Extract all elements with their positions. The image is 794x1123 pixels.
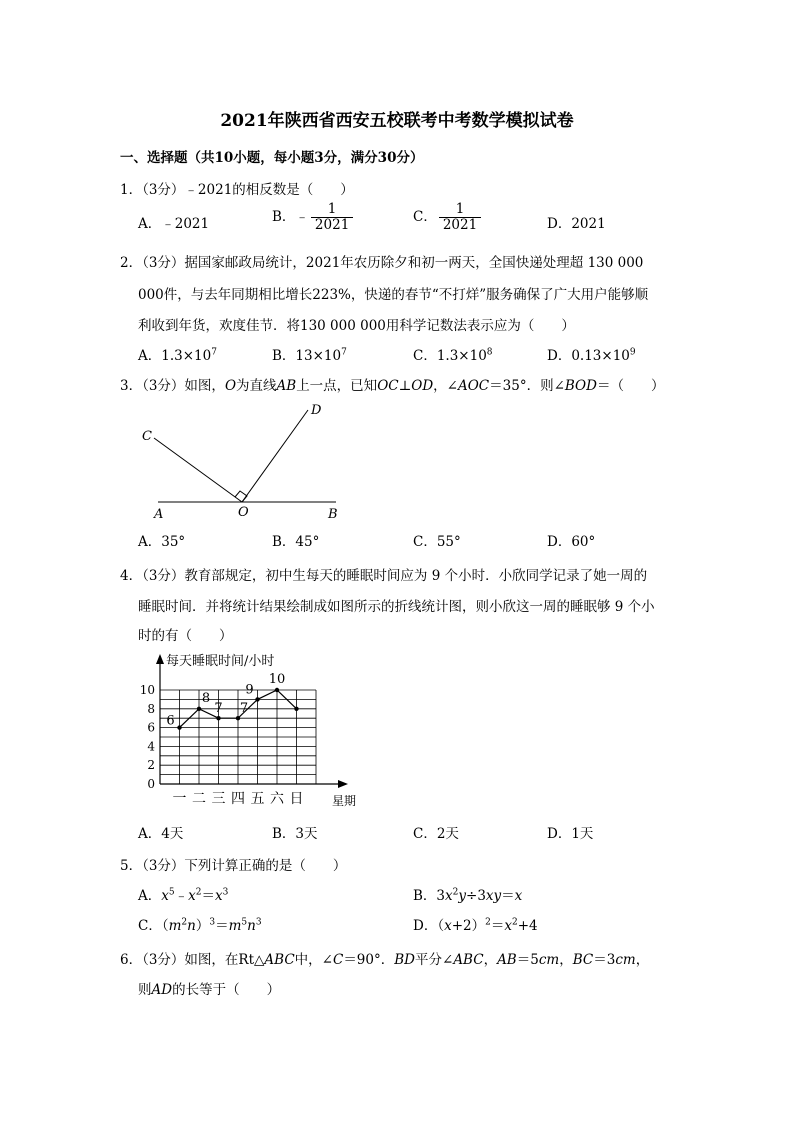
q1-option-b: B．﹣ $\frac{1}{2021}$ (272, 202, 353, 233)
q4-option-c: C．2天 (413, 826, 459, 842)
q3-option-c: C．55° (413, 534, 461, 550)
q2-option-b: B．$13\times 10^7$ (272, 347, 347, 364)
x-tick-label: 五 (250, 791, 265, 807)
q4-line-1: 4．（3分）教育部规定，初中生每天的睡眠时间应为 9 个小时．小欣同学记录了她一周的 (120, 568, 648, 584)
q6-line-2: 则AD的长等于（ ） (138, 982, 281, 998)
y-axis-title: 每天睡眠时间/小时 (166, 654, 275, 669)
q1-option-a: A．﹣2021 (138, 216, 210, 232)
q3-stem: 3．（3分）如图，O为直线AB上一点，已知OC⊥OD，∠AOC＝35°．则∠BOD＝（ ） (120, 378, 665, 394)
label-b: B (328, 507, 338, 522)
page-title: 2021年陕西省西安五校联考中考数学模拟试卷 (220, 111, 574, 131)
y-tick-label: 4 (147, 739, 155, 754)
q6-line-1: 6．（3分）如图，在Rt△ABC中，∠C＝90°．BD平分∠ABC，AB＝5cm，BC＝3cm， (120, 952, 650, 968)
data-label: 8 (201, 690, 211, 706)
data-point (236, 716, 240, 720)
x-tick-label: 一 (172, 791, 187, 807)
q1-c-fraction: $\frac{1}{2021}$ (439, 202, 481, 233)
q1-b-fraction: $\frac{1}{2021}$ (311, 202, 353, 233)
q5-option-c: C．$(m^2n)^3=m^5n^3$ (138, 917, 262, 934)
q2-line-2: 000件，与去年同期相比增长223%，快递的春节“不打烊”服务确保了广大用户能够顺 (138, 287, 649, 303)
q1-option-d: D．2021 (547, 216, 606, 232)
y-tick-label: 2 (147, 758, 155, 773)
data-point (216, 716, 220, 720)
data-point (197, 707, 201, 711)
x-tick-label: 四 (231, 791, 245, 807)
q3-geometry-figure (130, 396, 360, 526)
y-axis-arrow (156, 654, 164, 664)
right-angle-mark (235, 491, 247, 502)
data-point (255, 697, 259, 701)
x-tick-label: 二 (192, 791, 206, 807)
q3-option-b: B．45° (272, 534, 320, 550)
ray-oc (154, 438, 242, 502)
q2-line-1: 2．（3分）据国家邮政局统计，2021年农历除夕和初一两天，全国快递处理超 130 000 (120, 255, 644, 271)
q2-option-d: D．$0.13\times 10^9$ (547, 347, 636, 364)
data-point (294, 707, 298, 711)
y-tick-label: 8 (147, 701, 155, 716)
label-o: O (238, 505, 249, 520)
data-point (177, 725, 181, 729)
section-heading: 一、选择题（共10小题，每小题3分，满分30分） (120, 150, 424, 166)
label-c: C (142, 429, 152, 444)
q5-stem: 5．（3分）下列计算正确的是（ ） (120, 858, 347, 874)
y-tick-label: 0 (147, 777, 155, 791)
sleep-line-chart (130, 646, 360, 812)
q2-option-a: A．$1.3\times 10^7$ (138, 347, 217, 364)
q1-option-c: C． $\frac{1}{2021}$ (413, 202, 481, 233)
q5-option-b: B．$3x^2y\div 3xy=x$ (413, 887, 523, 904)
q4-option-a: A．4天 (138, 826, 184, 842)
q4-option-d: D．1天 (547, 826, 594, 842)
y-tick-label: 10 (139, 683, 155, 697)
q2-option-c: C．$1.3\times 10^8$ (413, 347, 493, 364)
q4-option-b: B．3天 (272, 826, 318, 842)
q1-stem: 1．（3分）﹣2021的相反数是（ ） (120, 182, 354, 198)
data-label: 7 (214, 701, 223, 717)
q5-option-d: D．$(x+2)^2=x^2+4$ (413, 917, 538, 934)
x-axis-arrow (338, 780, 348, 788)
data-label: 10 (268, 672, 286, 687)
q2-line-3: 利收到年货，欢度佳节．将130 000 000用科学记数法表示应为（ ） (138, 318, 575, 334)
data-point (275, 688, 279, 692)
data-label: 9 (245, 682, 254, 698)
q5-option-a: A．$x^5﹣x^2=x^3$ (138, 887, 229, 904)
q4-line-2: 睡眠时间．并将统计结果绘制成如图所示的折线统计图，则小欣这一周的睡眠够 9 个小 (138, 599, 655, 615)
x-tick-label: 三 (211, 791, 226, 807)
x-tick-label: 日 (289, 791, 304, 807)
data-label: 7 (239, 701, 249, 717)
y-tick-label: 6 (147, 720, 155, 735)
q3-option-a: A．35° (138, 534, 186, 550)
q4-line-3: 时的有（ ） (138, 628, 233, 644)
data-label: 6 (166, 713, 175, 729)
label-d: D (311, 403, 322, 418)
x-tick-label: 六 (270, 791, 284, 807)
label-a: A (154, 507, 164, 522)
x-axis-title: 星期 (332, 794, 357, 808)
ray-od (242, 410, 308, 502)
q3-option-d: D．60° (547, 534, 596, 550)
